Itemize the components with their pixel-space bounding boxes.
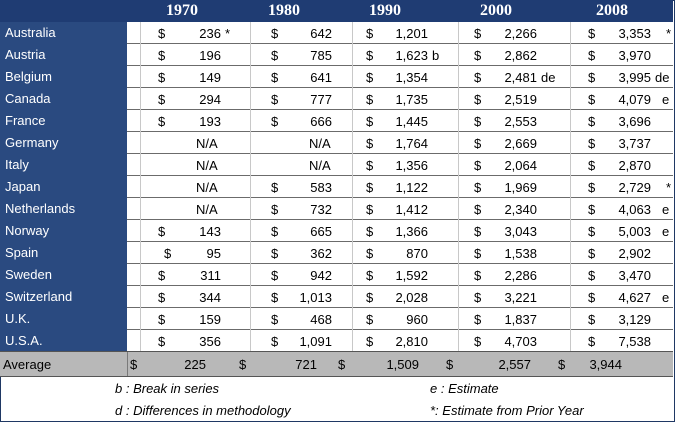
average-value: 2,557 — [498, 357, 531, 372]
value-cell: 159 — [199, 312, 221, 327]
dollar-sign: $ — [366, 158, 374, 173]
year-header-1970: 1970 — [166, 2, 198, 19]
value-cell: 362 — [310, 246, 332, 261]
value-cell: 4,703 — [504, 334, 537, 349]
value-cell: 143 — [199, 224, 221, 239]
country-label: Sweden — [5, 267, 52, 282]
footnote-marker: e — [662, 290, 670, 305]
value-cell: 1,013 — [299, 290, 332, 305]
dollar-sign: $ — [366, 114, 374, 129]
dollar-sign: $ — [588, 290, 596, 305]
average-dollar-sign: $ — [239, 357, 247, 372]
country-label: Spain — [5, 245, 39, 260]
dollar-sign: $ — [366, 312, 374, 327]
dollar-sign: $ — [474, 202, 482, 217]
value-cell: 3,696 — [618, 114, 651, 129]
value-cell: N/A — [196, 180, 218, 195]
note-estimate: e : Estimate — [430, 381, 499, 396]
value-cell: 665 — [310, 224, 332, 239]
value-cell: 2,064 — [504, 158, 537, 173]
value-cell: 2,286 — [504, 268, 537, 283]
value-cell: 2,870 — [618, 158, 651, 173]
country-label: Italy — [5, 157, 29, 172]
value-cell: 732 — [310, 202, 332, 217]
value-cell: 666 — [310, 114, 332, 129]
note-break-in-series: b : Break in series — [115, 381, 220, 396]
note-estimate-prior-year: *: Estimate from Prior Year — [430, 403, 584, 418]
dollar-sign: $ — [474, 268, 482, 283]
average-dollar-sign: $ — [130, 357, 138, 372]
dollar-sign: $ — [588, 70, 596, 85]
dollar-sign: $ — [366, 202, 374, 217]
dollar-sign: $ — [271, 312, 279, 327]
dollar-sign: $ — [474, 114, 482, 129]
dollar-sign: $ — [366, 48, 374, 63]
value-cell: 785 — [310, 48, 332, 63]
country-label: Japan — [5, 179, 41, 194]
footnote-marker: de — [655, 70, 670, 85]
value-cell: N/A — [309, 136, 331, 151]
country-label: Netherlands — [5, 201, 76, 216]
dollar-sign: $ — [474, 290, 482, 305]
footnote-marker: * — [666, 180, 672, 195]
dollar-sign: $ — [271, 268, 279, 283]
average-dollar-sign: $ — [338, 357, 346, 372]
value-cell: N/A — [196, 158, 218, 173]
dollar-sign: $ — [271, 290, 279, 305]
dollar-sign: $ — [474, 312, 482, 327]
column-divider — [140, 22, 141, 351]
value-cell: 942 — [310, 268, 332, 283]
value-cell: 1,735 — [395, 92, 428, 107]
value-cell: 583 — [310, 180, 332, 195]
value-cell: 4,079 — [618, 92, 651, 107]
country-label: Australia — [5, 25, 56, 40]
value-cell: 1,366 — [395, 224, 428, 239]
year-header-1990: 1990 — [369, 2, 401, 19]
average-dollar-sign: $ — [558, 357, 566, 372]
dollar-sign: $ — [158, 290, 166, 305]
dollar-sign: $ — [366, 268, 374, 283]
dollar-sign: $ — [588, 180, 596, 195]
average-value: 3,944 — [589, 357, 622, 372]
footnote-marker: e — [662, 224, 670, 239]
column-divider — [458, 22, 459, 351]
average-row — [0, 351, 673, 377]
dollar-sign: $ — [366, 92, 374, 107]
value-cell: 2,481 — [504, 70, 537, 85]
value-cell: 3,470 — [618, 268, 651, 283]
footnote-marker: e — [662, 92, 670, 107]
value-cell: 2,028 — [395, 290, 428, 305]
value-cell: 3,995 — [618, 70, 651, 85]
dollar-sign: $ — [474, 180, 482, 195]
dollar-sign: $ — [588, 136, 596, 151]
value-cell: 1,592 — [395, 268, 428, 283]
value-cell: 344 — [199, 290, 221, 305]
country-label: Belgium — [5, 69, 52, 84]
average-label: Average — [3, 357, 52, 372]
value-cell: 1,764 — [395, 136, 428, 151]
country-label: Canada — [5, 91, 51, 106]
average-value: 1,509 — [386, 357, 419, 372]
dollar-sign: $ — [271, 114, 279, 129]
footnote-marker: * — [225, 26, 231, 41]
country-label: U.K. — [5, 311, 31, 326]
value-cell: 2,810 — [395, 334, 428, 349]
average-divider — [127, 352, 128, 376]
value-cell: 2,553 — [504, 114, 537, 129]
dollar-sign: $ — [271, 180, 279, 195]
country-label: Switzerland — [5, 289, 73, 304]
dollar-sign: $ — [588, 114, 596, 129]
value-cell: 3,043 — [504, 224, 537, 239]
value-cell: 3,129 — [618, 312, 651, 327]
value-cell: 3,353 — [618, 26, 651, 41]
table-header — [0, 0, 673, 22]
dollar-sign: $ — [588, 92, 596, 107]
value-cell: 196 — [199, 48, 221, 63]
value-cell: 1,445 — [395, 114, 428, 129]
value-cell: N/A — [196, 202, 218, 217]
country-label: France — [5, 113, 46, 128]
dollar-sign: $ — [588, 224, 596, 239]
dollar-sign: $ — [588, 268, 596, 283]
dollar-sign: $ — [158, 224, 166, 239]
value-cell: 960 — [406, 312, 428, 327]
dollar-sign: $ — [588, 246, 596, 261]
value-cell: 3,970 — [618, 48, 651, 63]
dollar-sign: $ — [588, 48, 596, 63]
value-cell: 642 — [310, 26, 332, 41]
value-cell: 2,340 — [504, 202, 537, 217]
dollar-sign: $ — [366, 180, 374, 195]
dollar-sign: $ — [158, 334, 166, 349]
country-label: Germany — [5, 135, 59, 150]
dollar-sign: $ — [164, 246, 172, 261]
country-label: Austria — [5, 47, 46, 62]
value-cell: 1,354 — [395, 70, 428, 85]
value-cell: 2,266 — [504, 26, 537, 41]
country-label: Norway — [5, 223, 50, 238]
value-cell: 193 — [199, 114, 221, 129]
value-cell: 2,669 — [504, 136, 537, 151]
value-cell: 236 — [199, 26, 221, 41]
dollar-sign: $ — [588, 312, 596, 327]
dollar-sign: $ — [271, 334, 279, 349]
dollar-sign: $ — [271, 48, 279, 63]
value-cell: N/A — [309, 158, 331, 173]
value-cell: 2,862 — [504, 48, 537, 63]
dollar-sign: $ — [474, 26, 482, 41]
dollar-sign: $ — [271, 70, 279, 85]
dollar-sign: $ — [474, 48, 482, 63]
value-cell: 1,837 — [504, 312, 537, 327]
average-dollar-sign: $ — [446, 357, 454, 372]
value-cell: 7,538 — [618, 334, 651, 349]
dollar-sign: $ — [474, 246, 482, 261]
dollar-sign: $ — [366, 26, 374, 41]
dollar-sign: $ — [474, 224, 482, 239]
value-cell: 1,623 — [395, 48, 428, 63]
value-cell: 2,902 — [618, 246, 651, 261]
value-cell: 641 — [310, 70, 332, 85]
value-cell: 2,519 — [504, 92, 537, 107]
value-cell: 1,201 — [395, 26, 428, 41]
value-cell: 1,969 — [504, 180, 537, 195]
value-cell: 468 — [310, 312, 332, 327]
value-cell: 4,627 — [618, 290, 651, 305]
dollar-sign: $ — [271, 92, 279, 107]
year-header-2000: 2000 — [480, 2, 512, 19]
value-cell: 870 — [406, 246, 428, 261]
value-cell: 1,122 — [395, 180, 428, 195]
dollar-sign: $ — [271, 202, 279, 217]
value-cell: 311 — [200, 268, 221, 283]
value-cell: 356 — [199, 334, 221, 349]
dollar-sign: $ — [158, 312, 166, 327]
dollar-sign: $ — [474, 70, 482, 85]
dollar-sign: $ — [158, 26, 166, 41]
average-value: 721 — [295, 357, 317, 372]
dollar-sign: $ — [158, 48, 166, 63]
dollar-sign: $ — [271, 224, 279, 239]
column-divider — [570, 22, 571, 351]
dollar-sign: $ — [474, 92, 482, 107]
value-cell: 2,729 — [618, 180, 651, 195]
dollar-sign: $ — [366, 290, 374, 305]
column-divider — [352, 22, 353, 351]
dollar-sign: $ — [366, 246, 374, 261]
value-cell: 4,063 — [618, 202, 651, 217]
dollar-sign: $ — [474, 158, 482, 173]
dollar-sign: $ — [366, 70, 374, 85]
year-header-1980: 1980 — [268, 2, 300, 19]
value-cell: 5,003 — [618, 224, 651, 239]
dollar-sign: $ — [158, 70, 166, 85]
value-cell: 777 — [310, 92, 332, 107]
value-cell: 3,221 — [504, 290, 537, 305]
dollar-sign: $ — [271, 246, 279, 261]
value-cell: 1,356 — [395, 158, 428, 173]
dollar-sign: $ — [158, 92, 166, 107]
value-cell: 95 — [206, 246, 221, 261]
value-cell: 149 — [199, 70, 221, 85]
note-differences-methodology: d : Differences in methodology — [115, 403, 291, 418]
dollar-sign: $ — [158, 114, 166, 129]
dollar-sign: $ — [366, 224, 374, 239]
country-column — [0, 22, 127, 351]
country-label: U.S.A. — [5, 333, 43, 348]
dollar-sign: $ — [474, 334, 482, 349]
footnote-marker: e — [662, 202, 670, 217]
dollar-sign: $ — [271, 26, 279, 41]
dollar-sign: $ — [158, 268, 166, 283]
dollar-sign: $ — [588, 202, 596, 217]
dollar-sign: $ — [366, 334, 374, 349]
dollar-sign: $ — [588, 158, 596, 173]
value-cell: 1,538 — [504, 246, 537, 261]
footnote-marker: b — [432, 48, 440, 63]
footnote-marker: de — [541, 70, 556, 85]
year-header-2008: 2008 — [596, 2, 628, 19]
dollar-sign: $ — [366, 136, 374, 151]
value-cell: 3,737 — [618, 136, 651, 151]
dollar-sign: $ — [474, 136, 482, 151]
column-divider — [250, 22, 251, 351]
value-cell: 1,412 — [395, 202, 428, 217]
value-cell: 1,091 — [299, 334, 332, 349]
footnote-marker: * — [666, 26, 672, 41]
dollar-sign: $ — [588, 334, 596, 349]
average-value: 225 — [184, 357, 206, 372]
value-cell: N/A — [196, 136, 218, 151]
dollar-sign: $ — [588, 26, 596, 41]
value-cell: 294 — [199, 92, 221, 107]
